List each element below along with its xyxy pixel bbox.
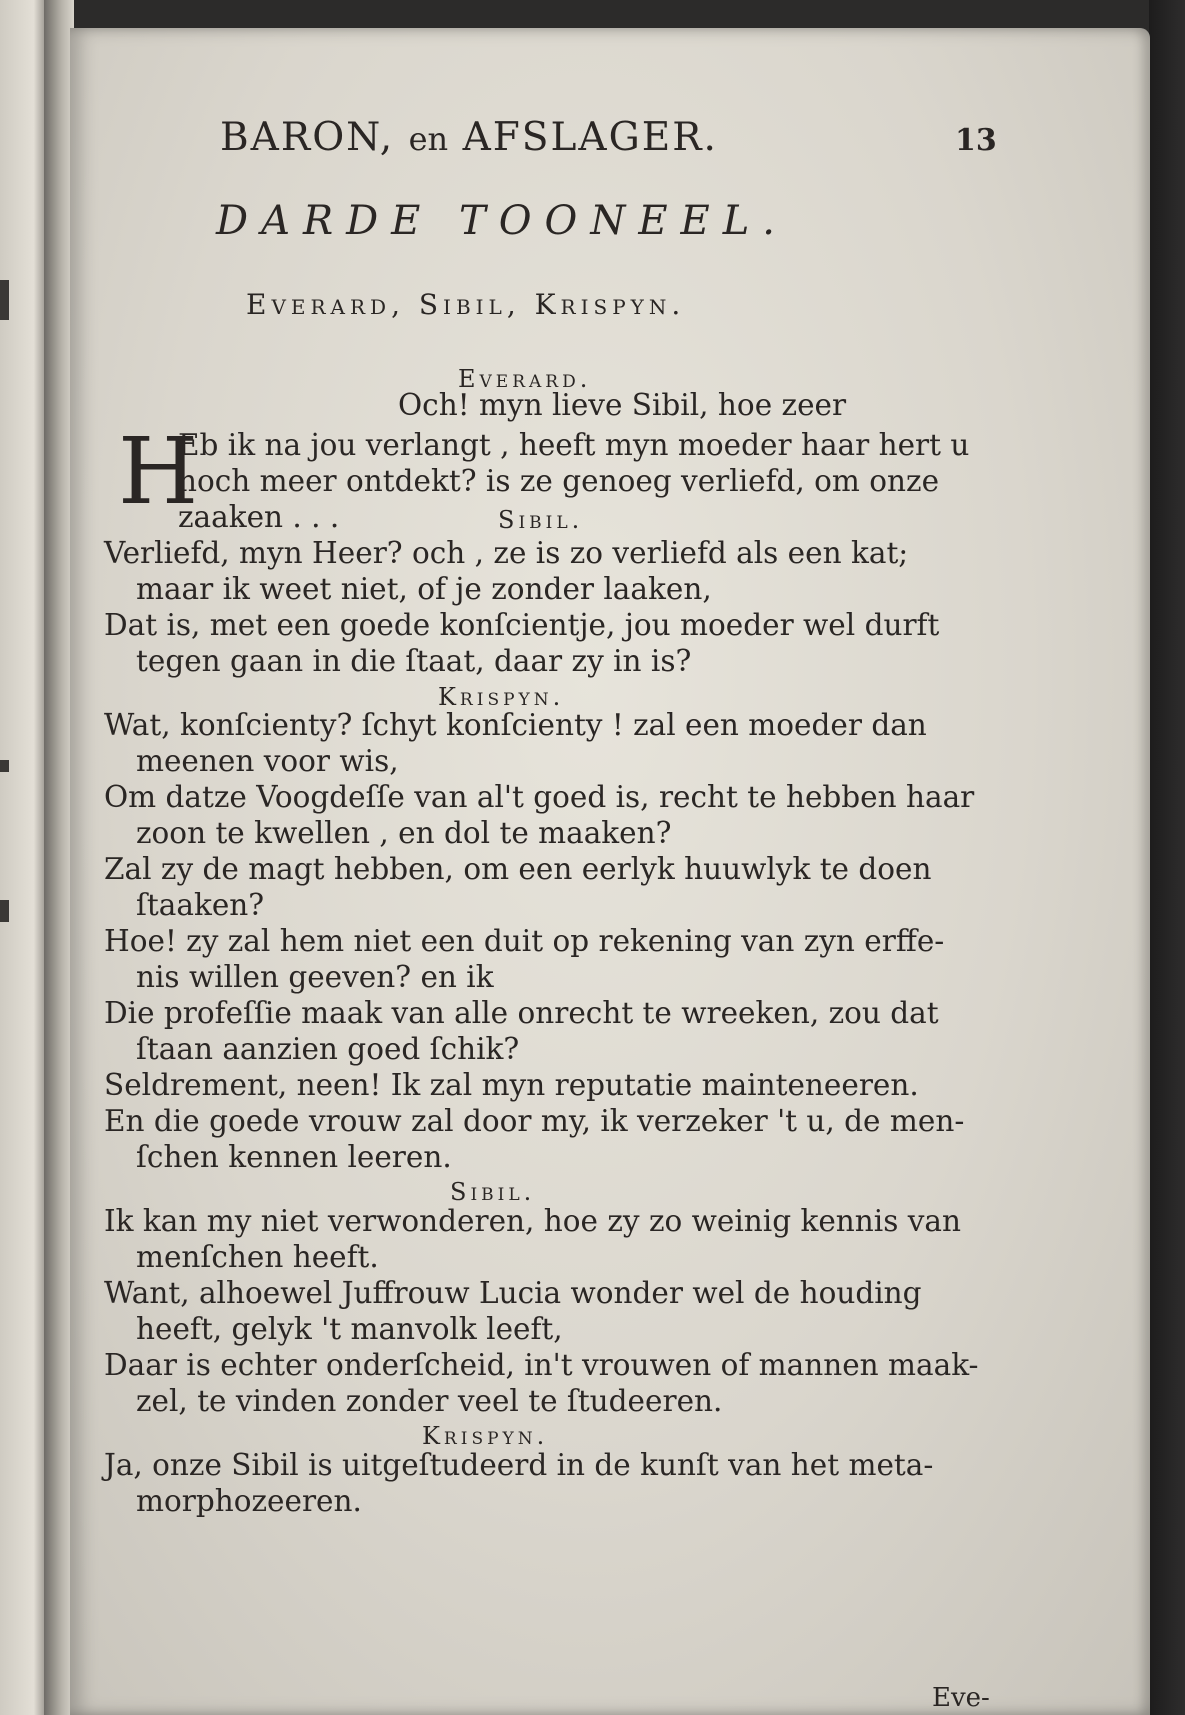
text-line: tegen gaan in die ſtaat, daar zy in is? bbox=[136, 644, 692, 678]
running-head bbox=[220, 115, 718, 160]
text-line: noch meer ontdekt? is ze genoeg verliefd, om onze bbox=[178, 464, 940, 498]
text-line: Seldrement, neen! Ik zal myn reputatie mainteneeren. bbox=[104, 1068, 919, 1102]
text-line: maar ik weet niet, of je zonder laaken, bbox=[136, 572, 712, 606]
speaker-label-sibil: Sibil. bbox=[498, 506, 584, 534]
speaker-label-krispyn: Krispyn. bbox=[438, 683, 565, 711]
text-line: morphozeeren. bbox=[136, 1484, 362, 1518]
running-head-title-1: BARON, bbox=[220, 115, 395, 160]
text-line: Om datze Voogdeſſe van al't goed is, recht te hebben haar bbox=[104, 780, 975, 814]
text-line: Hoe! zy zal hem niet een duit op rekening van zyn erffe- bbox=[104, 924, 945, 958]
text-line: Och! myn lieve Sibil, hoe zeer bbox=[398, 388, 847, 422]
drop-cap: H bbox=[118, 418, 199, 525]
text-line: Daar is echter onderſcheid, in't vrouwen of mannen maak- bbox=[104, 1348, 979, 1382]
text-line: zel, te vinden zonder veel te ſtudeeren. bbox=[136, 1384, 723, 1418]
text-line: nis willen geeven? en ik bbox=[136, 960, 494, 994]
text-line: Eb ik na jou verlangt , heeft myn moeder haar hert u bbox=[178, 428, 970, 462]
page-number: 13 bbox=[955, 123, 997, 158]
text-line: ſtaan aanzien goed ſchik? bbox=[136, 1032, 520, 1066]
cast-list: Everard, Sibil, Krispyn. bbox=[246, 288, 686, 321]
scene-title: DARDE TOONEEL. bbox=[216, 198, 788, 244]
text-line: Dat is, met een goede konſcientje, jou moeder wel durft bbox=[104, 608, 940, 642]
speaker-label-sibil: Sibil. bbox=[450, 1178, 536, 1206]
running-head-title-2: AFSLAGER. bbox=[462, 115, 718, 160]
text-line: zaaken . . . bbox=[178, 500, 340, 534]
running-head-conjunction: en bbox=[408, 120, 449, 158]
text-line: ſtaaken? bbox=[136, 888, 265, 922]
facing-page-edge bbox=[0, 0, 48, 1715]
text-line: Ja, onze Sibil is uitgeſtudeerd in de kunſt van het meta- bbox=[104, 1448, 934, 1482]
text-line: Die profeſſie maak van alle onrecht te wreeken, zou dat bbox=[104, 996, 939, 1030]
text-line: meenen voor wis, bbox=[136, 744, 399, 778]
text-line: Ik kan my niet verwonderen, hoe zy zo weinig kennis van bbox=[104, 1204, 962, 1238]
text-line: menſchen heeft. bbox=[136, 1240, 379, 1274]
text-line: zoon te kwellen , en dol te maaken? bbox=[136, 816, 672, 850]
text-line: Zal zy de magt hebben, om een eerlyk huuwlyk te doen bbox=[104, 852, 932, 886]
text-line: ſchen kennen leeren. bbox=[136, 1140, 452, 1174]
speaker-label-krispyn: Krispyn. bbox=[422, 1422, 549, 1450]
text-line: Want, alhoewel Juffrouw Lucia wonder wel de houding bbox=[104, 1276, 922, 1310]
catchword: Eve- bbox=[932, 1683, 990, 1713]
backdrop bbox=[1149, 0, 1185, 1715]
text-line: heeft, gelyk 't manvolk leeft, bbox=[136, 1312, 563, 1346]
speaker-label-everard: Everard. bbox=[458, 365, 592, 393]
text-line: En die goede vrouw zal door my, ik verzeker 't u, de men- bbox=[104, 1104, 965, 1138]
text-line: Wat, konſcienty? ſchyt konſcienty ! zal een moeder dan bbox=[104, 708, 927, 742]
text-line: Verliefd, myn Heer? och , ze is zo verliefd als een kat; bbox=[104, 536, 909, 570]
